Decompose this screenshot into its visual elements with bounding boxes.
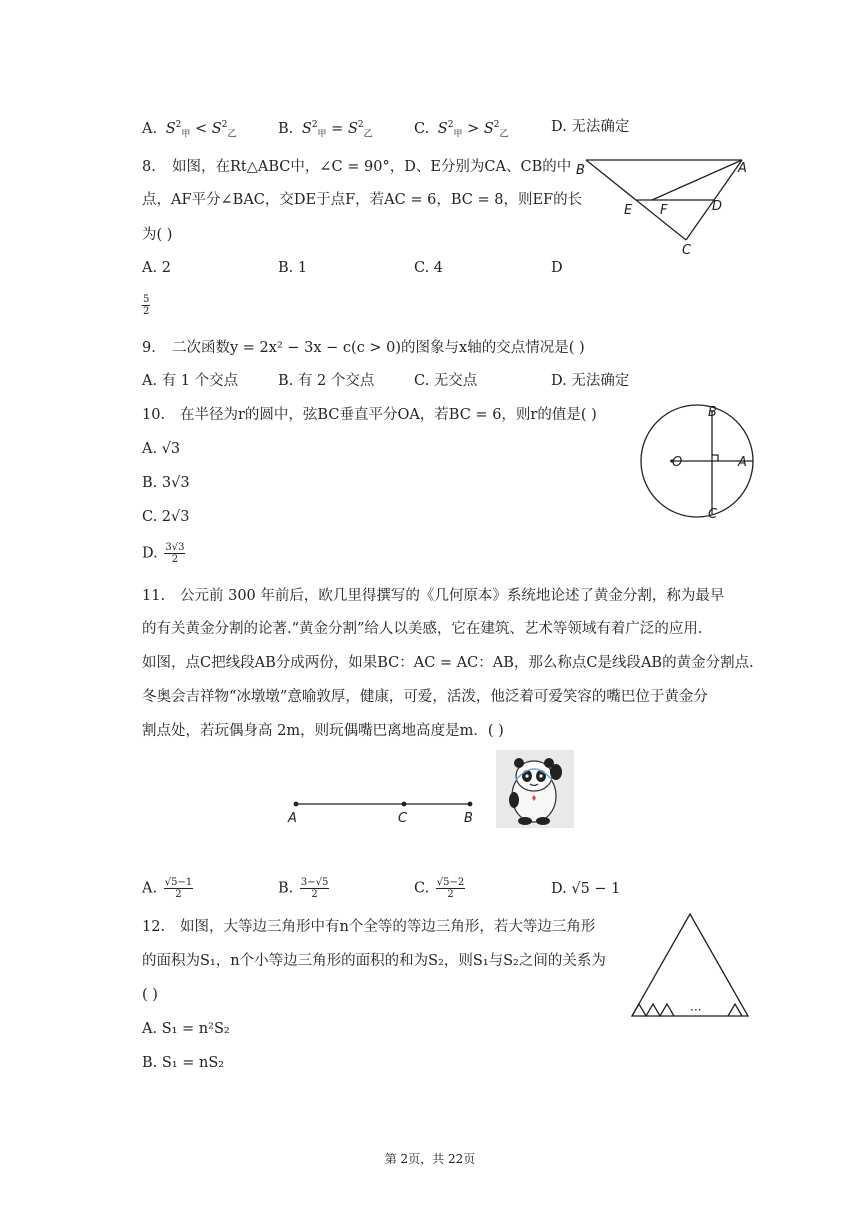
q12-number: 12. <box>142 919 166 935</box>
q8-text-line1: 如图，在Rt△ABC中，∠C = 90°，D、E分别为CA、CB的中 <box>172 159 572 175</box>
q10-option-b: B. 3√3 <box>142 475 190 491</box>
q8-text-line2: 点，AF平分∠BAC，交DE于点F，若AC = 6，BC = 8，则EF的长 <box>142 192 583 208</box>
q9-option-c: C. 无交点 <box>414 373 478 389</box>
q8-label-b: B <box>576 163 585 178</box>
q11-text-line2: 的有关黄金分割的论著.“黄金分割”给人以美感，它在建筑、艺术等领域有着广泛的应用. <box>142 621 703 637</box>
q7-option-a: A. $S^2_甲 < S^2_乙$ <box>142 120 237 140</box>
q10-number: 10. <box>142 407 166 423</box>
q9-option-a: A. 有 1 个交点 <box>142 373 239 389</box>
q12-figure-triangles <box>626 908 754 1022</box>
q9-option-d: D. 无法确定 <box>551 373 630 389</box>
q11-text-line5: 割点处，若玩偶身高 2m，则玩偶嘴巴离地高度是m．( ) <box>142 723 504 739</box>
q11-label-a: A <box>288 811 297 826</box>
q8-label-c: C <box>682 243 692 258</box>
q11-text-line4: 冬奥会吉祥物“冰墩墩”意喻敦厚，健康，可爱，活泼，他泛着可爱笑容的嘴巴位于黄金分 <box>142 689 708 705</box>
q9-number: 9. <box>142 340 156 356</box>
q12-option-a: A. S₁ = n²S₂ <box>142 1021 230 1037</box>
q10-option-c: C. 2√3 <box>142 509 190 525</box>
q10-label-o: O <box>672 455 683 470</box>
q8-number: 8. <box>142 159 156 175</box>
q10-figure-circle <box>630 400 760 525</box>
q9-text: 二次函数y = 2x² − 3x − c(c > 0)的图象与x轴的交点情况是( ) <box>172 340 585 356</box>
q8-text-line3: 为( ) <box>142 227 173 243</box>
q8-option-a: A. 2 <box>142 260 171 276</box>
q11-text-line1: 公元前 300 年前后，欧几里得撰写的《几何原本》系统地论述了黄金分割，称为最早 <box>180 588 725 604</box>
page-footer: 第 2页，共 22页 <box>384 1152 476 1166</box>
q11-text-line3: 如图，点C把线段AB分成两份，如果BC：AC = AC：AB，那么称点C是线段AB的黄金分割点. <box>142 655 754 671</box>
q11-option-b: B. $\frac{3-√5}{2}$ <box>278 877 329 900</box>
q9-option-b: B. 有 2 个交点 <box>278 373 375 389</box>
q11-option-c: C. $\frac{√5-2}{2}$ <box>414 877 465 900</box>
q8-option-c: C. 4 <box>414 260 444 276</box>
q11-figure-segment <box>280 792 480 826</box>
q11-number: 11. <box>142 588 166 604</box>
q10-text: 在半径为r的圆中，弦BC垂直平分OA，若BC = 6，则r的值是( ) <box>180 407 597 423</box>
q8-option-d-fraction: $\frac{5}{2}$ <box>143 294 150 317</box>
q12-text-line1: 如图，大等边三角形中有n个全等的等边三角形，若大等边三角形 <box>180 919 596 935</box>
q8-label-a: A <box>738 161 747 176</box>
q8-figure-triangle <box>572 152 762 258</box>
q11-label-c: C <box>398 811 408 826</box>
q11-label-b: B <box>464 811 473 826</box>
q7-option-c: C. $S^2_甲 > S^2_乙$ <box>414 120 509 140</box>
mascot-image <box>496 750 574 828</box>
q10-option-a: A. √3 <box>142 441 181 457</box>
q7-option-b: B. $S^2_甲 = S^2_乙$ <box>278 120 373 140</box>
q8-label-d: D <box>712 199 723 214</box>
q8-label-f: F <box>660 203 668 218</box>
q12-text-line3: ( ) <box>142 987 158 1003</box>
q8-option-d: D <box>551 260 563 276</box>
q8-label-e: E <box>624 203 633 218</box>
q11-option-d: D. √5 − 1 <box>551 881 621 897</box>
q11-option-a: A. $\frac{√5-1}{2}$ <box>142 877 193 900</box>
q10-label-a: A <box>738 455 747 470</box>
q8-option-b: B. 1 <box>278 260 308 276</box>
q10-option-d: D. $\frac{3√3}{2}$ <box>142 542 185 565</box>
q12-option-b: B. S₁ = nS₂ <box>142 1055 225 1071</box>
q12-figure-dots: ··· <box>690 1003 702 1017</box>
q10-label-b: B <box>708 405 717 420</box>
q12-text-line2: 的面积为S₁，n个小等边三角形的面积的和为S₂，则S₁与S₂之间的关系为 <box>142 953 606 969</box>
q10-label-c: C <box>708 507 718 522</box>
q7-option-d: D. 无法确定 <box>551 119 630 135</box>
